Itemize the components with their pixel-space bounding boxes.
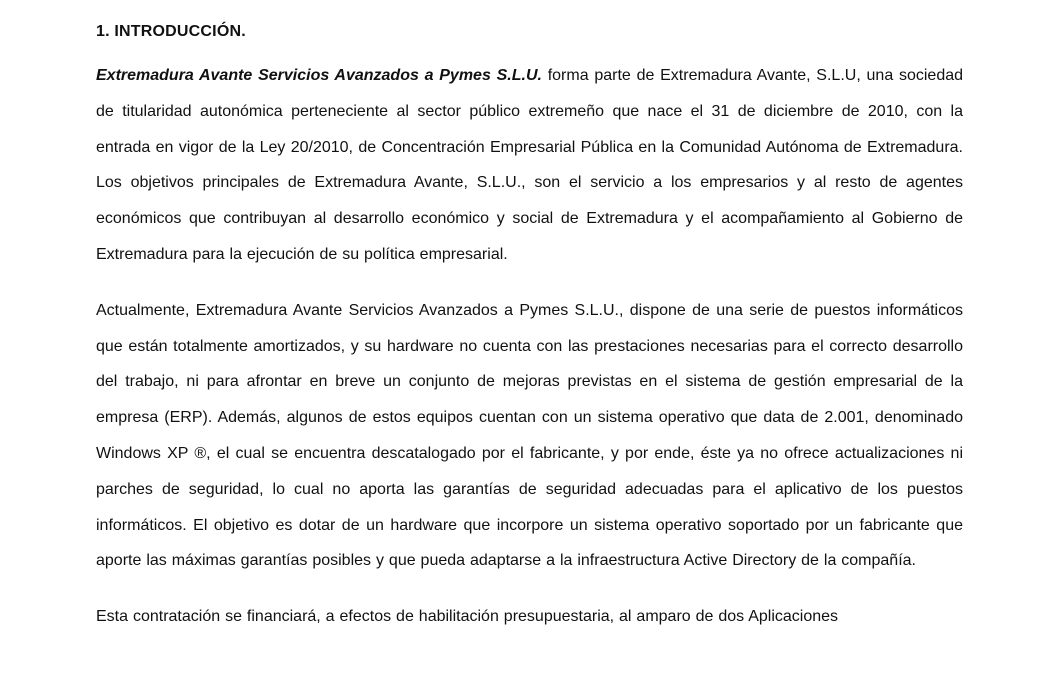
paragraph-current-situation-text: Actualmente, Extremadura Avante Servicios Avanzados a Pymes S.L.U., dispone de una serie de puestos informáticos que están totalmente amortizados, y su hardware no cuenta con las prestaciones necesarias para el correcto desarrollo del trabajo, ni para afrontar en breve un conjunto de mejoras previstas en el sistema de gestión empresarial de la empresa (ERP). Además, algunos de estos equipos cuentan con un sistema operativo que data de 2.001, denominado Windows XP ®, el cual se encuentra descatalogado por el fabricante, y por ende, éste ya no ofrece actualizaciones ni parches de seguridad, lo cual no aporta las garantías de seguridad adecuadas para el aplicativo de los puestos informáticos. El objetivo es dotar de un hardware que incorpore un sistema operativo soportado por un fabricante que aporte las máximas garantías posibles y que pueda adaptarse a la infraestructura Active Directory de la compañía. [96,301,963,570]
paragraph-current-situation [96,293,963,579]
paragraph-financing [96,599,963,635]
company-name-lead: Extremadura Avante Servicios Avanzados a Pymes S.L.U. [96,67,542,84]
paragraph-financing-text: Esta contratación se financiará, a efectos de habilitación presupuestaria, al amparo de dos Aplicaciones [96,608,839,626]
document-page [96,14,963,655]
section-heading: 1. INTRODUCCIÓN. [96,23,246,40]
paragraph-intro-text: forma parte de Extremadura Avante, S.L.U, una sociedad de titularidad autonómica perteneciente al sector público extremeño que nace el 31 de diciembre de 2010, con la entrada en vigor de la Ley 20/2010, de Concentración Empresarial Pública en la Comunidad Autónoma de Extremadura. Los objetivos principales de Extremadura Avante, S.L.U., son el servicio a los empresarios y al resto de agentes económicos que contribuyan al desarrollo económico y social de Extremadura y el acompañamiento al Gobierno de Extremadura para la ejecución de su política empresarial. [96,67,964,263]
paragraph-intro [96,58,963,273]
